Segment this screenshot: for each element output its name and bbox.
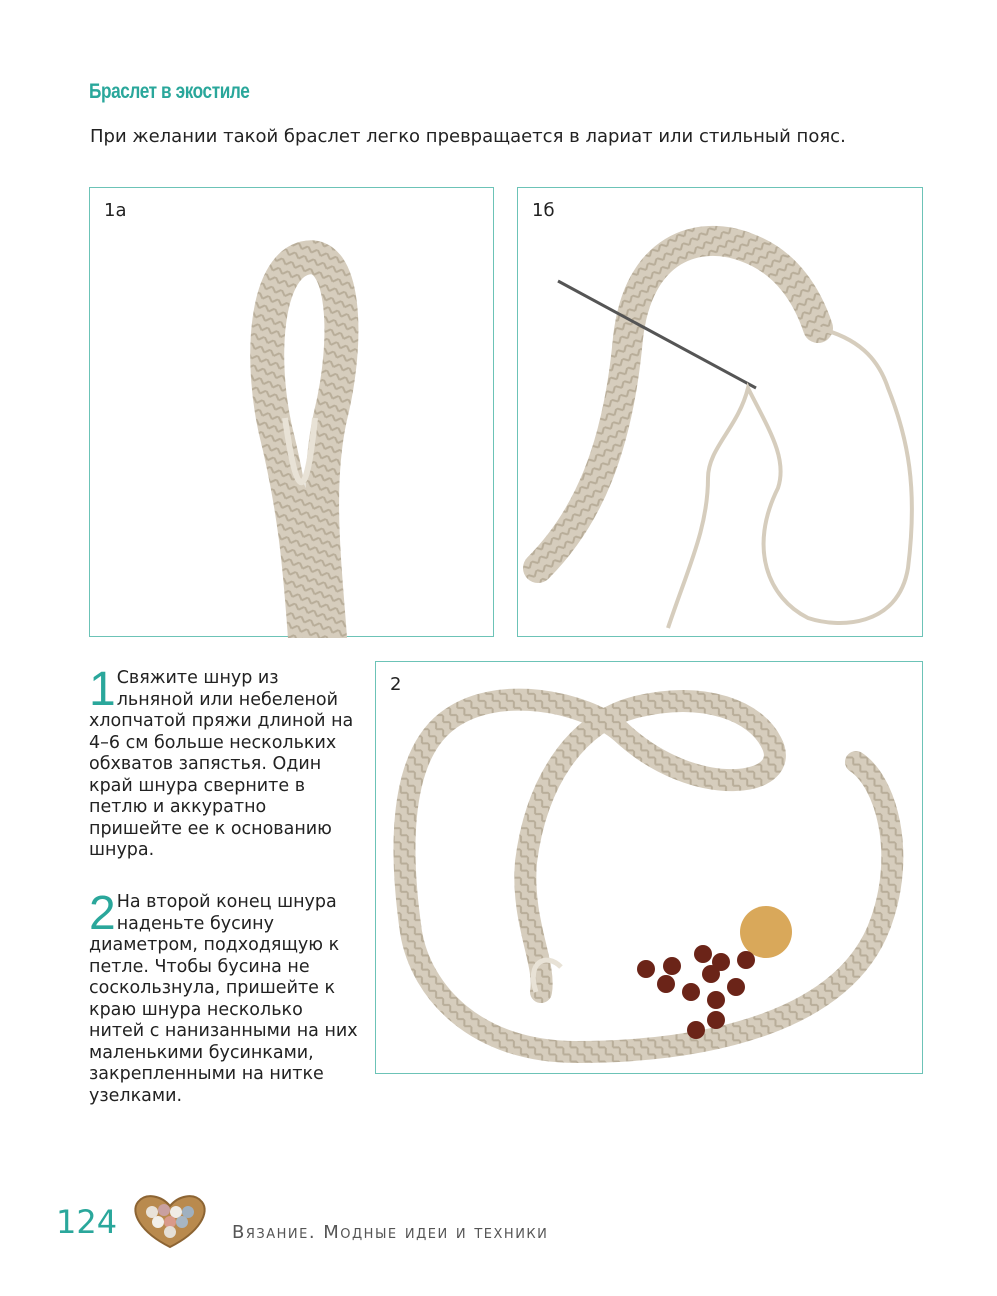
book-title: Вязание. Модные идеи и техники: [232, 1222, 549, 1243]
step-2-text: На второй конец шнура наденьте бусину диаметром, подходящую к петле. Чтобы бусина не соскользнула, пришейте к краю шнура несколько нитей с нанизанными на них маленькими бусинками, закрепленными на нитке узелками.: [89, 892, 358, 1106]
photo-2: [375, 661, 923, 1074]
step-1: [89, 663, 359, 862]
photo-1b-label: 1б: [532, 200, 555, 221]
step-2: [89, 887, 359, 1107]
photo-2-label: 2: [390, 674, 402, 695]
bracelet-illustration: [376, 662, 924, 1075]
page-number: 124: [56, 1203, 118, 1241]
step-2-number: 2: [89, 887, 116, 940]
cord-loop-illustration: [90, 188, 495, 638]
step-1-number: 1: [89, 663, 116, 716]
section-title: Браслет в экостиле: [89, 80, 250, 103]
photo-1a: [89, 187, 494, 637]
cord-needle-illustration: [518, 188, 924, 638]
photo-1b: [517, 187, 923, 637]
basket-icon: [130, 1192, 210, 1252]
step-1-text: Свяжите шнур из льняной или небеленой хлопчатой пряжи длиной на 4–6 см больше нескольких обхватов запястья. Один край шнура сверните в петлю и аккуратно пришейте ее к основанию шнура.: [89, 668, 354, 860]
intro-text: При желании такой браслет легко превращается в лариат или стильный пояс.: [90, 126, 846, 147]
large-bead: [740, 906, 792, 958]
photo-1a-label: 1а: [104, 200, 127, 221]
